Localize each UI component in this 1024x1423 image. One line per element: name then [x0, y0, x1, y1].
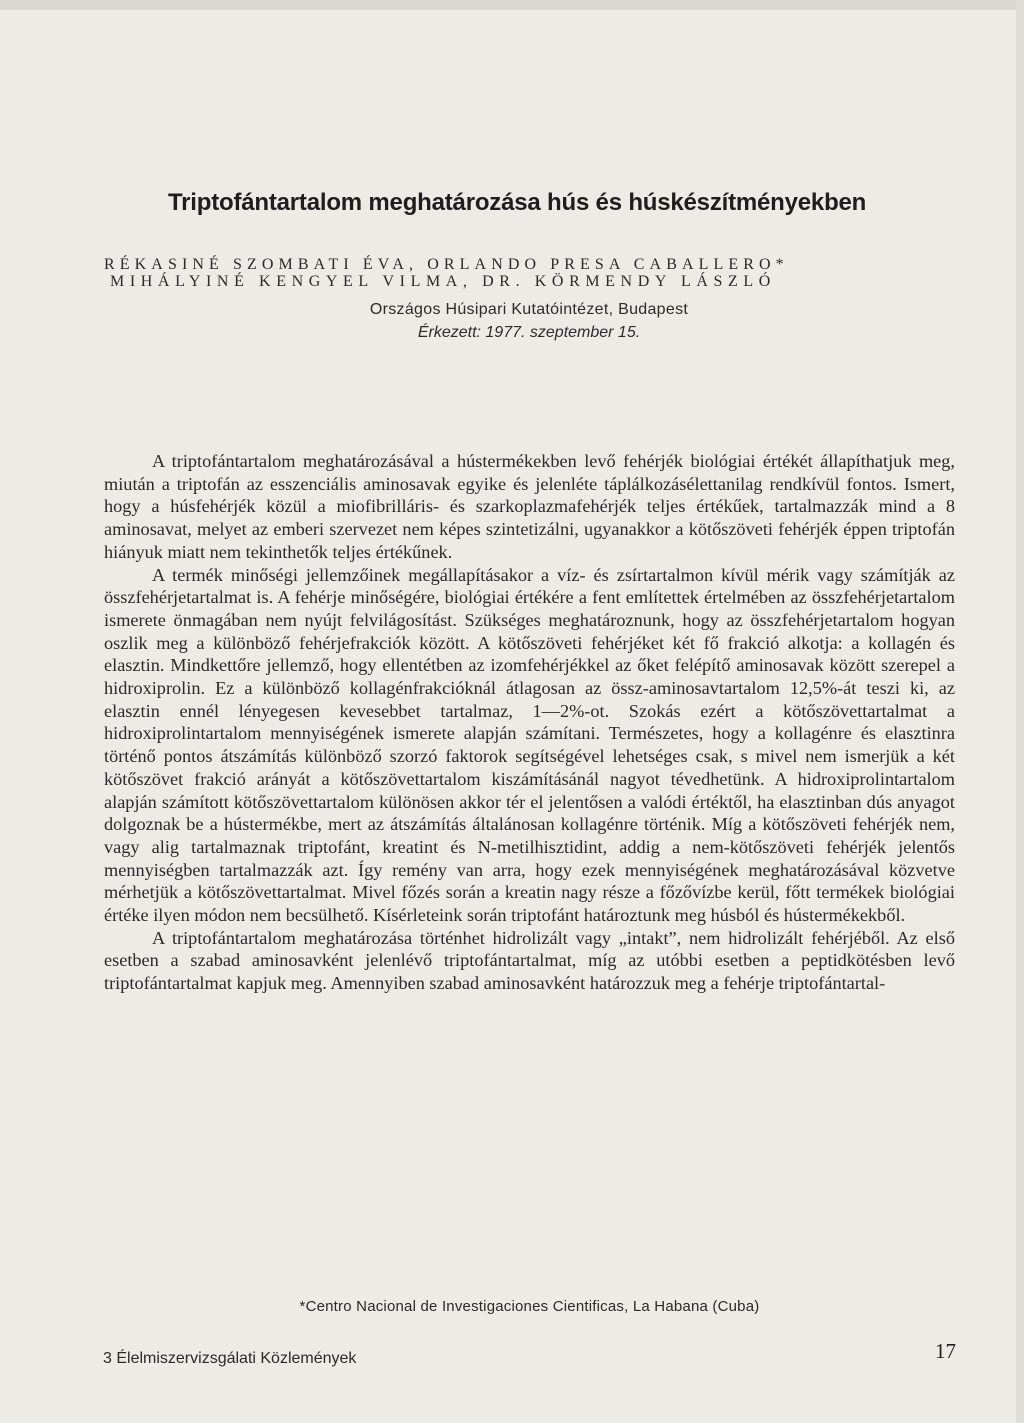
journal-name: 3 Élelmiszervizsgálati Közlemények — [103, 1350, 357, 1367]
article-body — [104, 450, 955, 995]
received-date: Érkezett: 1977. szeptember 15. — [417, 324, 641, 341]
author-footnote: *Centro Nacional de Investigaciones Cientificas, La Habana (Cuba) — [299, 1298, 760, 1315]
body-paragraph-2: A termék minőségi jellemzőinek megállapításakor a víz- és zsírtartalmon kívül mérik vagy számítják az összfehérjetartalmat is. A fehérje minőségére, biológiai értékére a fent említettek értelmében az összfehérjetartalom ismerete önmagában nem nyújt felvilágosítást. Szükséges meghatároznunk, hogy az összfehérjetartalom hogyan oszlik meg a különböző fehérjefrakciók között. A kötőszöveti fehérjéket két fő frakció alkotja: a kollagén és elasztin. Mindkettőre jellemző, hogy ellentétben az izomfehérjékkel az őket felépítő aminosavak között szerepel a hidroxiprolin. Ez a különböző kollagénfrakcióknál átlagosan az össz-aminosavtartalom 12,5%-át teszi ki, az elasztin ennél lényegesen kevesebbet tartalmaz, 1—2%-ot. Szokás ezért a kötőszövettartalmat a hidroxiprolintartalom mennyiségének ismerete alapján számítani. Természetes, hogy a kollagénre és elasztinra történő pontos átszámítás különböző szorzó faktorok segítségével lehetséges csak, s mivel nem ismerjük a két kötőszövet frakció arányát a kötőszövettartalom kiszámításánál nagyot tévedhetünk. A hidroxiprolintartalom alapján számított kötőszövettartalom különösen akkor tér el jelentősen a valódi értéktől, ha elasztinban dús anyagot dolgoznak be a hústermékbe, mert az átszámítás általánosan kollagénre történik. Míg a kötőszöveti fehérjék nem, vagy alig tartalmaznak triptofánt, kreatint és N-metilhisztidint, addig a nem-kötőszöveti fehérjék jelentős mennyiségben tartalmazzák azt. Így remény van arra, hogy ezek mennyiségének meghatározásával közvetve mérhetjük a kötőszövettartalmat. Mivel főzés során a kreatin nagy része a főzővízbe kerül, főtt termékek biológiai értéke ilyen módon nem becsülhető. Kísérleteink során triptofánt határoztunk meg húsból és hústermékekből. — [104, 564, 955, 926]
scan-right-edge — [1016, 0, 1024, 1423]
affiliation: Országos Húsipari Kutatóintézet, Budapest — [369, 301, 689, 318]
authors-line-2: MIHÁLYINÉ KENGYEL VILMA, DR. KÖRMENDY LÁSZLÓ — [110, 273, 776, 290]
article-title: Triptofántartalom meghatározása hús és húskészítményekben — [168, 189, 867, 216]
page-number: 17 — [935, 1339, 956, 1363]
body-paragraph-1: A triptofántartalom meghatározásával a hústermékekben levő fehérjék biológiai értékét állapíthatjuk meg, miután a triptofán az esszenciális aminosavak egyike és jelenléte táplálkozásélettanilag rendkívül fontos. Ismert, hogy a húsfehérjék közül a miofibrilláris- és szarkoplazmafehérjék teljes értékűek, tartalmazzák mind a 8 aminosavat, melyet az emberi szervezet nem képes szintetizálni, ugyanakkor a kötőszöveti fehérjék éppen triptofán hiányuk miatt nem tekinthetők teljes értékűnek. — [104, 451, 955, 562]
authors-line-1: RÉKASINÉ SZOMBATI ÉVA, ORLANDO PRESA CABALLERO* — [104, 256, 789, 273]
scan-top-edge — [0, 0, 1024, 10]
body-paragraph-3: A triptofántartalom meghatározása történhet hidrolizált vagy „intakt”, nem hidrolizált fehérjéből. Az első esetben a szabad aminosavként jelenlévő triptofántartalmat, míg az utóbbi esetben a peptidkötésben levő triptofántartalmat kapjuk meg. Amennyiben szabad aminosavként határozzuk meg a fehérje triptofántartal- — [104, 927, 955, 994]
